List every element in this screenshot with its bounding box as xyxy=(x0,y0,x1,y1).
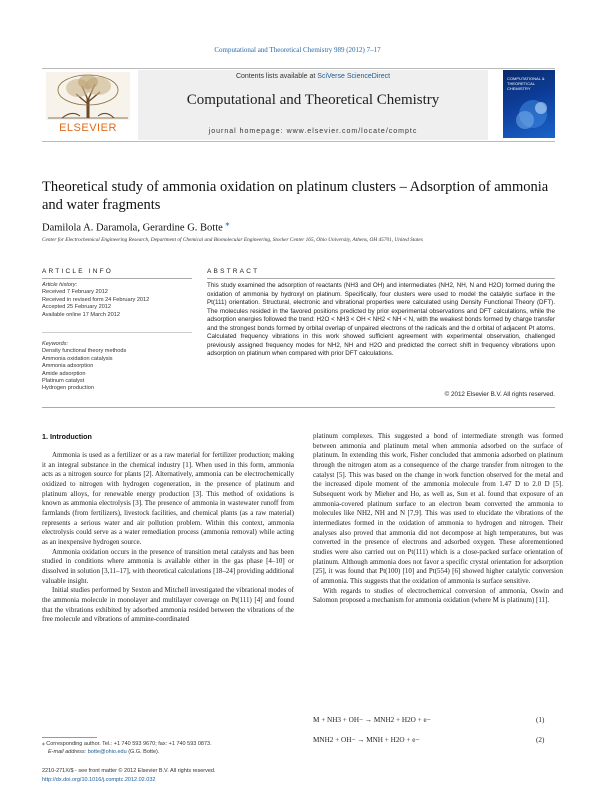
authors-names: Damilola A. Daramola, Gerardine G. Botte xyxy=(42,222,223,234)
keywords-heading: Keywords: xyxy=(42,341,69,347)
keyword-item: Platinum catalyst xyxy=(42,378,85,385)
body-paragraph: Initial studies performed by Sexton and Mitchell investigated the vibrational modes of the ammonia molecule in monolayer and multilayer coverage on Pt(111) [4] and found that the vibrations exhibited by adsorbed ammonia resided between the vibrations of the free molecule and vibrations of ammine-coordinated xyxy=(42,586,294,624)
keyword-item: Ammonia adsorption xyxy=(42,363,94,370)
journal-homepage-link[interactable]: journal homepage: www.elsevier.com/locate/comptc xyxy=(208,128,418,135)
corresponding-author-footnote xyxy=(42,741,294,756)
footnote-rule xyxy=(42,737,97,738)
equation-2: MNH2 + OH− → MNH + H2O + e− xyxy=(313,736,420,744)
elsevier-logo xyxy=(42,70,134,138)
sciencedirect-link[interactable]: SciVerse ScienceDirect xyxy=(317,73,391,80)
abstract-text: This study examined the adsorption of reactants (NH3 and OH) and intermediates (NH2, NH, N and H2O) formed during the oxidation of ammonia by hydroxyl on platinum. Specifically, four clusters were used to model the catalytic surface in the Pt(111) orientation. Structural, electronic and vibrational properties were calculated using Density Functional Theory (DFT). The molecules resided in the favored positions predicted by prior experimental observations and DFT calculations, while the adsorption energies followed the trend: H2O < NH3 < OH < NH2 < NH < N, with the weakest bonds formed by charge transfer and the strongest bonds formed by orbital overlap of unpaired electrons of the radicals and the d orbital of adjacent Pt atoms. Calculated frequency vibrations in this work showed sufficient agreement with experimental observation, challenged previously assigned frequency modes for NH2, NH and H2O and predicted the correct shift in frequency vibrations upon adsorption on platinum when compared with prior DFT calculations. xyxy=(207,282,555,358)
left-column xyxy=(42,451,294,625)
equation-2-number: (2) xyxy=(536,736,545,744)
author-list xyxy=(42,219,555,234)
issn-line: 2210-271X/$ - see front matter © 2012 Elsevier B.V. All rights reserved. xyxy=(42,768,216,774)
running-head[interactable]: Computational and Theoretical Chemistry 989 (2012) 7–17 xyxy=(214,46,381,54)
cover-art-icon xyxy=(503,70,555,138)
cover-title: COMPUTATIONAL & THEORETICAL CHEMISTRY xyxy=(507,76,545,91)
article-title: Theoretical study of ammonia oxidation on platinum clusters – Adsorption of ammonia and water fragments xyxy=(42,179,549,213)
copyright-notice: © 2012 Elsevier B.V. All rights reserved. xyxy=(444,391,555,398)
corresponding-author-contact: ⁎ Corresponding author. Tel.: +1 740 593 9670; fax: +1 740 593 0873. xyxy=(42,741,212,747)
author-affiliation: Center for Electrochemical Engineering Research, Department of Chemical and Biomolecular Engineering, Stocker Center 165, Ohio University, Athens, OH 45701, United States xyxy=(42,237,423,243)
front-matter-rule xyxy=(42,407,555,408)
email-label: E-mail address: xyxy=(48,748,88,755)
email-suffix: (G.G. Botte). xyxy=(126,748,160,755)
contents-prefix: Contents lists available at xyxy=(235,73,318,80)
keyword-item: Ammonia oxidation catalysis xyxy=(42,355,113,362)
journal-cover-thumbnail[interactable] xyxy=(503,70,555,138)
article-history xyxy=(42,282,192,319)
contents-line xyxy=(138,73,488,80)
abstract-rule xyxy=(207,278,555,279)
history-item: Received 7 February 2012 xyxy=(42,289,108,296)
email-link[interactable]: botte@ohio.edu xyxy=(87,748,127,755)
abstract-heading: ABSTRACT xyxy=(207,268,260,275)
equation-1-number: (1) xyxy=(536,716,545,724)
publisher-name: ELSEVIER xyxy=(59,122,117,134)
right-column xyxy=(313,432,563,606)
equation-1: M + NH3 + OH− → MNH2 + H2O + e− xyxy=(313,716,431,724)
history-heading: Article history: xyxy=(42,282,78,288)
body-paragraph: Ammonia is used as a fertilizer or as a raw material for fertilizer production; making it an integral substance in the chemical industry [1]. When used in this form, ammonia acts as a nitrogen source for plants [2]. Alternatively, ammonia can be electrochemically oxidized to nitrogen with hydrogen cogeneration, in the presence of platinum and platinum alloys, for renewable energy production [3]. This method of oxidations is known as ammonia electrolysis [3]. The presence of ammonia in wastewater runoff from farmlands (from fertilizers), livestock facilities, and chemical plants (as a raw material) represents a serious water and air pollution problem. Within this context, ammonia electrolysis could serve as a water remediation process (ammonia removal) while acting as an inexpensive hydrogen source. xyxy=(42,451,294,546)
doi-link[interactable]: http://dx.doi.org/10.1016/j.comptc.2012.02.032 xyxy=(42,777,156,783)
keyword-item: Density functional theory methods xyxy=(42,348,127,355)
body-paragraph: platinum complexes. This suggested a bond of intermediate strength was formed between ammonia and platinum metal when ammonia adsorbed on the surface of platinum. In extending this work, Fisher concluded that ammonia adsorbed on platinum through the nitrogen atom as a consequence of the charge transfer from nitrogen to the catalyst [5]. This was based on the change in work function observed for the metal and the increased dipole moment of the ammonia molecule from 1.47 D to 2.0 D [5]. Subsequent work by Mieher and Ho, as well as, Sun et al. found that exposure of an ammonia-covered platinum surface to an electron beam converted the ammonia to molecules like NH2, NH and N [7,9]. This was used to elucidate the vibrations of the intermediates formed in the oxidation of ammonia to hydrogen and nitrogen. Their analyses also proved that ammonia did not decompose at high temperatures, but was converted in the presence of electrons and adsorbed oxygen. These aforementioned studies were also carried out on Pt(111) which is a close-packed surface orientation of platinum. Although ammonia does not favor a specific crystal orientation for adsorption [25], it was found that Pt(100) [10] and Pt(554) [6] showed higher catalytic conversion of ammonia. This suggests that the oxidation of ammonia is surface sensitive. xyxy=(313,432,563,585)
email-line xyxy=(42,749,294,757)
article-info-rule xyxy=(42,278,192,279)
history-item: Received in revised form 24 February 2012 xyxy=(42,296,150,303)
body-paragraph: Ammonia oxidation occurs in the presence of transition metal catalysts and has been studied in conditions where ammonia is available either in the gas phase [4–10] or dissolved in solution [3,11–17], with theoretical calculations [18–24] providing additional valuable insight. xyxy=(42,547,294,585)
body-paragraph: With regards to studies of electrochemical conversion of ammonia, Oswin and Salomon proposed a mechanism for ammonia oxidation (where M is platinum) [11]. xyxy=(313,586,563,605)
corresponding-author-mark[interactable]: ⁎ xyxy=(225,219,230,228)
journal-title: Computational and Theoretical Chemistry xyxy=(186,92,440,108)
article-info-heading: ARTICLE INFO xyxy=(42,268,114,275)
section-heading: 1. Introduction xyxy=(42,432,92,441)
keywords-rule xyxy=(42,332,192,333)
history-item: Available online 17 March 2012 xyxy=(42,311,120,318)
keywords-list xyxy=(42,341,192,393)
keyword-item: Hydrogen production xyxy=(42,385,94,392)
history-item: Accepted 25 February 2012 xyxy=(42,304,112,311)
keyword-item: Amide adsorption xyxy=(42,370,86,377)
